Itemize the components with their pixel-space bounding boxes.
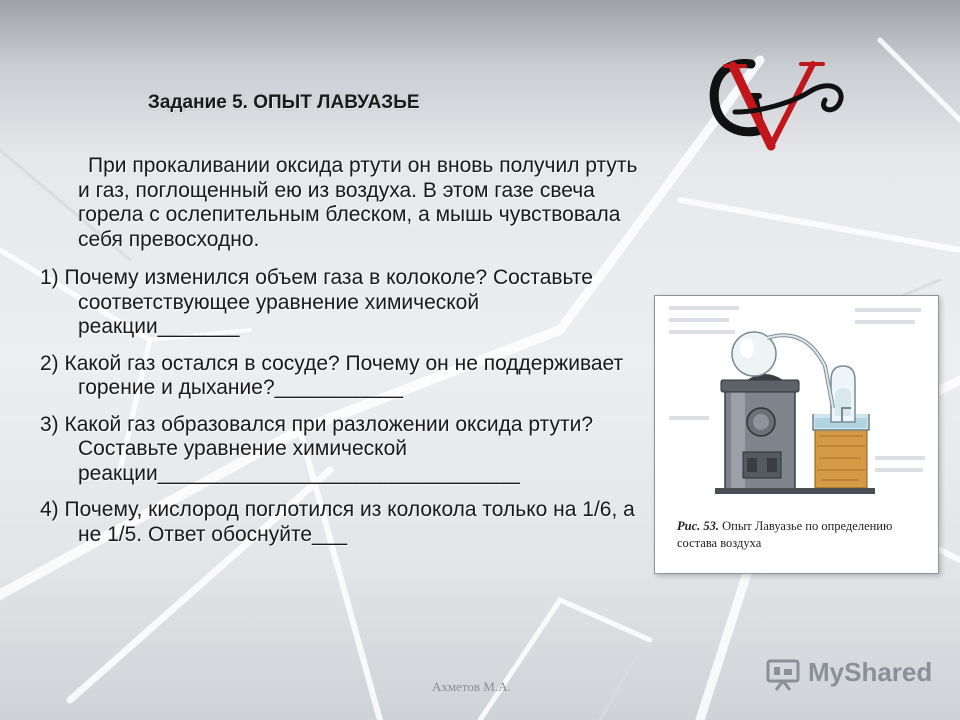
question-1: 1) Почему изменился объем газа в колоколе? Составьте соответствующее уравнение химической реакции_______: [40, 266, 593, 338]
intro-paragraph: При прокаливании оксида ртути он вновь получил ртуть и газ, поглощенный ею из воздуха. В этом газе свеча горела с ослепительным блеском, а мышь чувствовала себя превосходно.: [78, 154, 638, 251]
task-text: [40, 154, 645, 559]
watermark-text: MyShared: [808, 657, 933, 687]
slide-title: Задание 5. ОПЫТ ЛАВУАЗЬЕ: [148, 92, 420, 113]
figure-caption: [677, 518, 927, 552]
author-footer: Ахметов М.А.: [432, 679, 511, 694]
question-4: 4) Почему, кислород поглотился из колокола только на 1/6, а не 1/5. Ответ обоснуйте___: [40, 498, 635, 546]
question-3: 3) Какой газ образовался при разложении оксида ртути? Составьте уравнение химической реакции_______________________________: [40, 412, 594, 485]
gv-logo: [705, 52, 855, 156]
question-2: 2) Какой газ остался в сосуде? Почему он не поддерживает горение и дыхание?___________: [40, 351, 624, 399]
lavoisier-figure: [654, 295, 939, 574]
projector-screen-icon: [766, 659, 800, 691]
figure-label: Рис. 53.: [677, 519, 720, 533]
figure-caption-text: Опыт Лавуазье по определению состава воздуха: [677, 519, 893, 550]
myshared-watermark: [766, 655, 936, 695]
